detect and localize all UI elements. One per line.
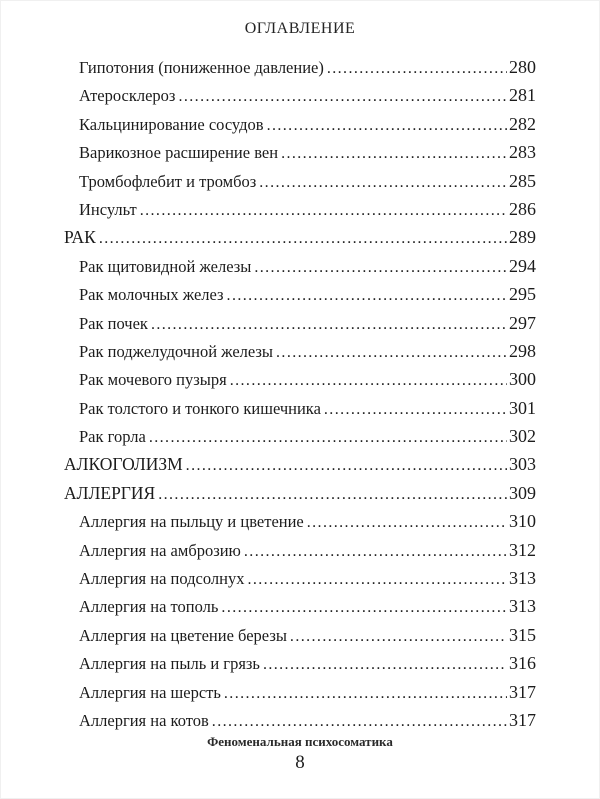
dotted-leader bbox=[281, 140, 507, 168]
toc-row bbox=[64, 110, 536, 138]
toc-entry-label: Рак почек bbox=[79, 313, 148, 333]
toc-row bbox=[64, 564, 536, 592]
dotted-leader bbox=[99, 225, 507, 253]
toc-entry-label: Аллергия на цветение березы bbox=[79, 625, 287, 645]
toc-page-number: 281 bbox=[509, 85, 536, 106]
toc-row bbox=[64, 678, 536, 706]
toc-row bbox=[64, 649, 536, 677]
toc-row bbox=[64, 479, 536, 507]
dotted-leader bbox=[327, 55, 507, 83]
toc-row bbox=[64, 167, 536, 195]
toc-entry-label: Рак мочевого пузыря bbox=[79, 370, 227, 390]
toc-row bbox=[64, 394, 536, 422]
toc-page-number: 313 bbox=[509, 596, 536, 617]
dotted-leader bbox=[212, 708, 507, 736]
toc-row bbox=[64, 81, 536, 109]
dotted-leader bbox=[151, 311, 507, 339]
page-title: ОГЛАВЛЕНИЕ bbox=[244, 20, 356, 37]
toc-entry-label: Рак щитовидной железы bbox=[79, 256, 252, 276]
dotted-leader bbox=[186, 452, 507, 480]
toc-entry-label: Инсульт bbox=[79, 199, 137, 219]
toc-entry-label: Варикозное расширение вен bbox=[79, 143, 279, 163]
toc-entry-label: Кальцинирование сосудов bbox=[79, 114, 264, 134]
toc-row bbox=[64, 621, 536, 649]
toc-entry-label: Рак поджелудочной железы bbox=[79, 341, 274, 361]
toc-page-number: 280 bbox=[509, 57, 536, 77]
toc-entry-label: Гипотония (пониженное давление) bbox=[79, 58, 324, 77]
toc-page-number: 316 bbox=[509, 653, 536, 674]
dotted-leader bbox=[276, 339, 507, 367]
dotted-leader bbox=[221, 594, 507, 622]
toc-entry-label: Тромбофлебит и тромбоз bbox=[79, 171, 257, 191]
toc-row bbox=[64, 280, 536, 308]
toc-list bbox=[64, 53, 536, 734]
toc-entry-label: АЛКОГОЛИЗМ bbox=[64, 454, 183, 475]
toc-entry-label: Аллергия на котов bbox=[79, 710, 209, 730]
toc-entry-label: Аллергия на тополь bbox=[79, 597, 219, 617]
toc-page-number: 315 bbox=[509, 624, 536, 645]
toc-row bbox=[64, 706, 536, 734]
dotted-leader bbox=[158, 481, 507, 509]
toc-entry-label: Атеросклероз bbox=[79, 86, 176, 106]
dotted-leader bbox=[290, 623, 507, 651]
toc-page-number: 300 bbox=[509, 369, 536, 390]
toc-page-number: 298 bbox=[509, 340, 536, 361]
dotted-leader bbox=[149, 424, 507, 452]
dotted-leader bbox=[263, 651, 507, 679]
toc-page-number: 295 bbox=[509, 284, 536, 305]
toc-page-number: 301 bbox=[509, 397, 536, 418]
toc-page-number: 317 bbox=[509, 709, 536, 730]
toc-page-number: 309 bbox=[509, 482, 536, 503]
dotted-leader bbox=[267, 112, 507, 140]
toc-row bbox=[64, 309, 536, 337]
toc-page-number: 283 bbox=[509, 142, 536, 163]
dotted-leader bbox=[224, 680, 507, 708]
dotted-leader bbox=[244, 538, 507, 566]
toc-row bbox=[64, 252, 536, 280]
toc-page-number: 297 bbox=[509, 312, 536, 333]
toc-page-number: 294 bbox=[509, 255, 536, 276]
toc-page-number: 285 bbox=[509, 170, 536, 191]
toc-row bbox=[64, 450, 536, 478]
toc-page-number: 313 bbox=[509, 568, 536, 589]
toc-entry-label: Аллергия на пыль и грязь bbox=[79, 654, 260, 674]
toc-row bbox=[64, 223, 536, 251]
footer-page-number: 8 bbox=[295, 752, 305, 773]
toc-page-number: 310 bbox=[509, 511, 536, 532]
toc-row bbox=[64, 53, 536, 81]
toc-entry-label: Аллергия на амброзию bbox=[79, 540, 241, 560]
toc-entry-label: Рак молочных желез bbox=[79, 285, 224, 305]
toc-entry-label: Аллергия на шерсть bbox=[79, 682, 221, 702]
toc-page-number: 282 bbox=[509, 113, 536, 134]
dotted-leader bbox=[140, 197, 507, 225]
toc-page-number: 303 bbox=[509, 454, 536, 475]
toc-row bbox=[64, 138, 536, 166]
toc-row bbox=[64, 195, 536, 223]
dotted-leader bbox=[254, 254, 507, 282]
toc-page-number: 286 bbox=[509, 198, 536, 219]
toc-entry-label: РАК bbox=[64, 227, 96, 248]
toc-page-number: 302 bbox=[509, 426, 536, 447]
toc-row bbox=[64, 536, 536, 564]
dotted-leader bbox=[259, 169, 507, 197]
dotted-leader bbox=[307, 509, 507, 537]
toc-row bbox=[64, 365, 536, 393]
toc-row bbox=[64, 507, 536, 535]
footer-book-title: Феноменальная психосоматика bbox=[207, 734, 393, 749]
dotted-leader bbox=[247, 566, 507, 594]
toc-row bbox=[64, 337, 536, 365]
toc-row bbox=[64, 422, 536, 450]
dotted-leader bbox=[178, 83, 507, 111]
toc-entry-label: Рак горла bbox=[79, 427, 146, 447]
toc-page-number: 312 bbox=[509, 539, 536, 560]
toc-entry-label: Аллергия на пыльцу и цветение bbox=[79, 512, 304, 532]
dotted-leader bbox=[324, 396, 507, 424]
dotted-leader bbox=[230, 367, 507, 395]
toc-page-number: 289 bbox=[509, 227, 536, 248]
toc-entry-label: Рак толстого и тонкого кишечника bbox=[79, 398, 321, 418]
toc-entry-label: Аллергия на подсолнух bbox=[79, 569, 245, 589]
toc-page-number: 317 bbox=[509, 681, 536, 702]
toc-row bbox=[64, 592, 536, 620]
dotted-leader bbox=[227, 282, 507, 310]
toc-entry-label: АЛЛЕРГИЯ bbox=[64, 482, 156, 503]
